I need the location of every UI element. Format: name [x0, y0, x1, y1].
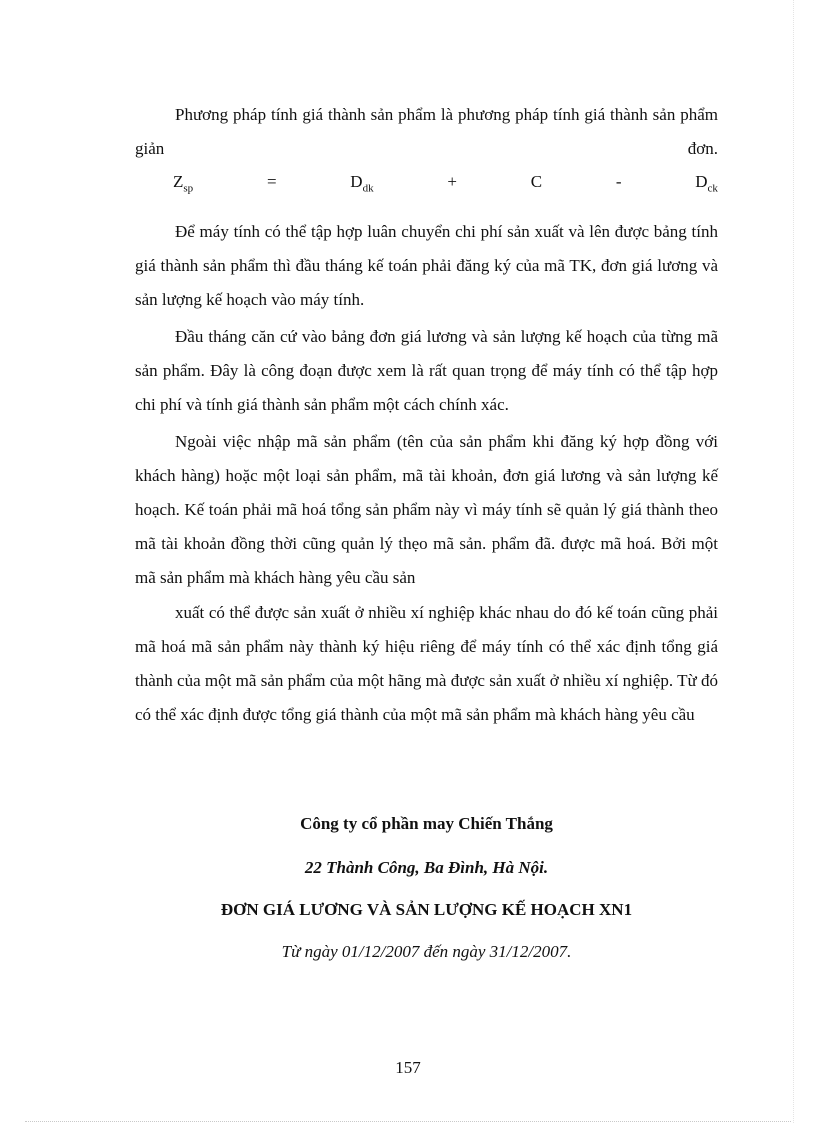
formula-term-opening-symbol: D — [350, 172, 363, 191]
formula-minus: - — [615, 172, 622, 191]
formula-term-opening-subscript: dk — [362, 182, 374, 195]
formula-term-cost: C — [530, 172, 543, 191]
company-address: 22 Thành Công, Ba Đình, Hà Nội. — [304, 858, 549, 877]
formula-lhs-subscript: sp — [183, 182, 194, 195]
paragraph-workshop-coding: xuất có thể được sản xuất ở nhiều xí nghiệp khác nhau do đó kế toán cũng phải mã hoá mã sản phẩm này thành ký hiệu riêng để máy tính có thể xác định tổng giá thành của một mã sản phẩm của một hãng mà được sản xuất ở nhiều xí nghiệp. Từ đó có thể xác định được tổng giá thành của một mã sản phẩm mà khách hàng yêu cầu — [135, 603, 718, 724]
formula-lhs-symbol: Z — [173, 172, 184, 191]
page-number: 157 — [395, 1058, 421, 1077]
paragraph-method: Phương pháp tính giá thành sản phẩm là phương pháp tính giá thành sản phẩm giản đơn. — [135, 105, 718, 158]
paragraph-product-coding: Ngoài việc nhập mã sản phẩm (tên của sản phẩm khi đăng ký hợp đồng với khách hàng) hoặc một loại sản phẩm, mã tài khoản, đơn giá lương và sản lượng kế hoạch. Kế toán phải mã hoá tổng sản phẩm này vì máy tính sẽ quản lý giá thành theo mã tài khoản đồng thời cũng quản lý thẹo mã sản. phẩm đã. được mã hoá. Bởi một mã sản phẩm mà khách hàng yêu cầu sản — [135, 432, 718, 587]
bottom-dotted-border — [25, 1121, 791, 1122]
formula-equals: = — [266, 172, 277, 191]
table-period: Từ ngày 01/12/2007 đến ngày 31/12/2007. — [281, 942, 572, 961]
paragraph-setup: Để máy tính có thể tập hợp luân chuyển chi phí sản xuất và lên được bảng tính giá thành sản phẩm thì đầu tháng kế toán phải đăng ký của mã TK, đơn giá lương và sản lượng kế hoạch vào máy tính. — [135, 222, 718, 309]
right-dotted-border — [793, 0, 794, 1123]
formula-term-closing — [695, 172, 718, 194]
formula-plus: + — [447, 172, 457, 191]
formula-term-closing-symbol: D — [695, 172, 708, 191]
cost-formula — [135, 172, 718, 206]
formula-term-closing-subscript: ck — [707, 182, 718, 195]
paragraph-monthly-basis: Đầu tháng căn cứ vào bảng đơn giá lương và sản lượng kế hoạch của từng mã sản phẩm. Đây là công đoạn được xem là rất quan trọng để máy tính có thể tập hợp chi phí và tính giá thành sản phẩm một cách chính xác. — [135, 327, 718, 414]
table-title: ĐƠN GIÁ LƯƠNG VÀ SẢN LƯỢNG KẾ HOẠCH XN1 — [220, 900, 633, 919]
formula-lhs — [173, 172, 193, 194]
formula-term-opening — [350, 172, 373, 194]
company-name: Công ty cổ phần may Chiến Thắng — [300, 814, 553, 833]
